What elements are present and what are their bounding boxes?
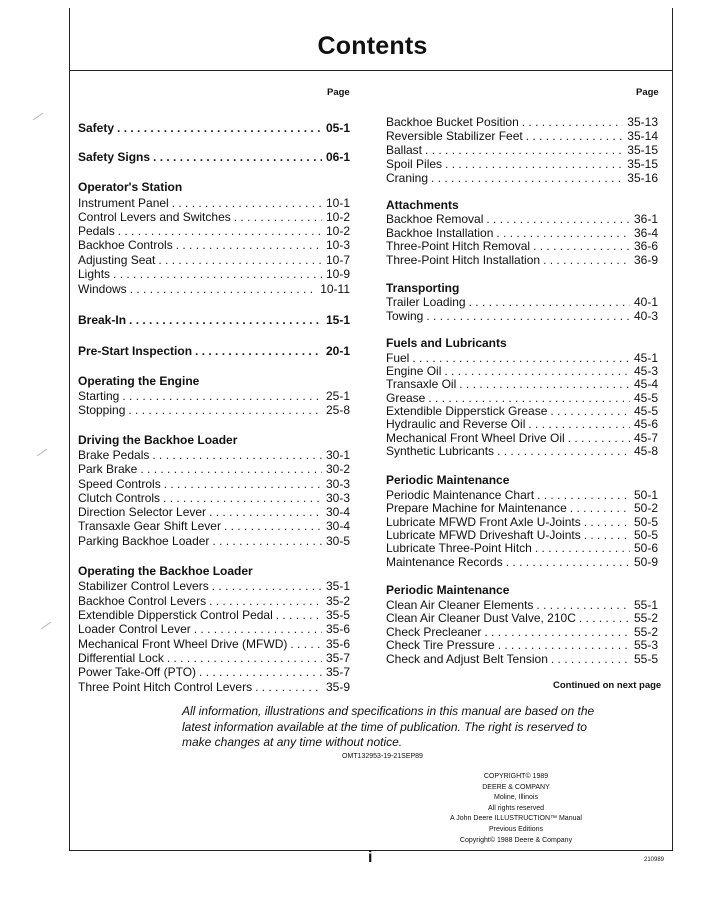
toc-entry-page: 35-5 bbox=[325, 608, 350, 622]
document-code: OMT132953-19-21SEP89 bbox=[342, 753, 423, 760]
toc-entry-page: 30-2 bbox=[325, 462, 350, 476]
right-page-header: Page bbox=[636, 87, 659, 98]
dot-leader bbox=[129, 312, 322, 328]
toc-entry-page: 30-3 bbox=[325, 477, 350, 491]
toc-entry-label: Reversible Stabilizer Feet bbox=[386, 129, 523, 143]
toc-entry-label: Brake Pedals bbox=[78, 448, 150, 462]
margin-mark bbox=[33, 113, 43, 121]
left-page-header: Page bbox=[327, 87, 350, 98]
toc-entry-label: Check and Adjust Belt Tension bbox=[386, 652, 548, 666]
toc-entry-page: 40-3 bbox=[633, 309, 658, 323]
toc-entry-label: Grease bbox=[386, 391, 426, 405]
toc-entry-label: Engine Oil bbox=[386, 364, 442, 378]
dot-leader bbox=[199, 664, 322, 680]
toc-entry-label: Lubricate MFWD Front Axle U-Joints bbox=[386, 515, 581, 529]
toc-entry-label: Lubricate MFWD Driveshaft U-Joints bbox=[386, 528, 581, 542]
toc-entry-page: 35-6 bbox=[325, 637, 350, 651]
dot-leader bbox=[551, 651, 630, 667]
dot-leader bbox=[153, 149, 322, 165]
toc-entry-page: 40-1 bbox=[633, 295, 658, 309]
toc-entry[interactable] bbox=[78, 343, 350, 359]
dot-leader bbox=[543, 252, 630, 268]
toc-entry-label: Direction Selector Lever bbox=[78, 505, 207, 519]
toc-entry[interactable] bbox=[78, 518, 350, 534]
toc-entry-page: 10-1 bbox=[325, 196, 350, 210]
section-heading: Operator's Station bbox=[78, 180, 183, 194]
toc-entry-label: Parking Backhoe Loader bbox=[78, 534, 210, 548]
section-heading: Operating the Backhoe Loader bbox=[78, 564, 253, 578]
toc-entry-page: 55-2 bbox=[633, 611, 658, 625]
toc-entry-label: Three-Point Hitch Installation bbox=[386, 253, 541, 267]
toc-entry-page: 36-1 bbox=[633, 212, 658, 226]
toc-entry-label: Windows bbox=[78, 282, 127, 296]
toc-entry-label: Extendible Dipperstick Grease bbox=[386, 404, 548, 418]
page-number: i bbox=[368, 849, 373, 866]
toc-entry-label: Spoil Piles bbox=[386, 157, 443, 171]
toc-entry-label: Backhoe Control Levers bbox=[78, 594, 207, 608]
toc-entry-label: Trailer Loading bbox=[386, 295, 466, 309]
toc-entry-label: Three Point Hitch Control Levers bbox=[78, 680, 253, 694]
toc-entry-label: Ballast bbox=[386, 143, 423, 157]
toc-entry-label: Loader Control Lever bbox=[78, 622, 191, 636]
toc-entry-page: 35-1 bbox=[325, 579, 350, 593]
toc-entry-label: Power Take-Off (PTO) bbox=[78, 665, 197, 679]
toc-entry-page: 45-1 bbox=[633, 351, 658, 365]
toc-entry-page: 45-8 bbox=[633, 444, 658, 458]
toc-entry-label: Lights bbox=[78, 267, 111, 281]
toc-entry-page: 35-14 bbox=[627, 129, 658, 143]
toc-entry-label: Clutch Controls bbox=[78, 491, 161, 505]
dot-leader bbox=[194, 621, 322, 637]
toc-entry-label: Clean Air Cleaner Dust Valve, 210C bbox=[386, 611, 576, 625]
dot-leader bbox=[426, 308, 630, 324]
toc-entry[interactable] bbox=[78, 266, 350, 282]
copyright-line: Copyright© 1988 Deere & Company bbox=[459, 836, 573, 844]
toc-entry[interactable] bbox=[78, 149, 350, 165]
toc-entry-label: Backhoe Installation bbox=[386, 226, 494, 240]
toc-entry-label: Mechanical Front Wheel Drive (MFWD) bbox=[78, 637, 288, 651]
copyright-line: Moline, Illinois bbox=[494, 794, 538, 802]
toc-entry-label: Backhoe Removal bbox=[386, 212, 484, 226]
toc-entry-label: Break-In bbox=[78, 313, 127, 327]
toc-entry-label: Safety Signs bbox=[78, 150, 151, 164]
toc-entry-page: 45-4 bbox=[633, 377, 658, 391]
toc-entry[interactable] bbox=[78, 237, 350, 253]
toc-entry-label: Backhoe Controls bbox=[78, 238, 173, 252]
toc-entry-label: Fuel bbox=[386, 351, 410, 365]
toc-entry-page: 50-2 bbox=[633, 501, 658, 515]
toc-entry-label: Mechanical Front Wheel Drive Oil bbox=[386, 431, 565, 445]
dot-leader bbox=[130, 281, 317, 297]
section-heading: Transporting bbox=[386, 281, 460, 295]
toc-entry-page: 20-1 bbox=[325, 344, 350, 358]
toc-entry-page: 55-1 bbox=[633, 598, 658, 612]
toc-entry-page: 30-1 bbox=[325, 448, 350, 462]
toc-entry-page: 30-4 bbox=[325, 519, 350, 533]
page-title: Contents bbox=[317, 32, 428, 60]
toc-entry[interactable] bbox=[386, 443, 658, 459]
dot-leader bbox=[128, 402, 322, 418]
toc-entry-page: 30-5 bbox=[325, 534, 350, 548]
toc-entry[interactable] bbox=[78, 578, 350, 594]
toc-entry-label: Speed Controls bbox=[78, 477, 161, 491]
toc-entry-page: 50-9 bbox=[633, 555, 658, 569]
toc-entry[interactable] bbox=[78, 312, 350, 328]
copyright-line: A John Deere ILLUSTRUCTION™ Manual bbox=[450, 815, 582, 823]
section-heading: Driving the Backhoe Loader bbox=[78, 433, 238, 447]
toc-entry-label: Maintenance Records bbox=[386, 555, 503, 569]
toc-entry[interactable] bbox=[78, 120, 350, 136]
copyright-line: DEERE & COMPANY bbox=[482, 783, 550, 791]
toc-entry-page: 35-16 bbox=[627, 171, 658, 185]
copyright-block bbox=[436, 772, 596, 846]
toc-entry-label: Pedals bbox=[78, 224, 115, 238]
section-heading: Attachments bbox=[386, 198, 459, 212]
margin-mark bbox=[41, 622, 51, 630]
toc-entry-page: 25-8 bbox=[325, 403, 350, 417]
toc-entry-page: 10-7 bbox=[325, 253, 350, 267]
toc-entry-label: Lubricate Three-Point Hitch bbox=[386, 541, 532, 555]
toc-entry-page: 35-15 bbox=[627, 157, 658, 171]
copyright-line: COPYRIGHT© 1989 bbox=[483, 773, 549, 780]
dot-leader bbox=[431, 170, 623, 186]
toc-entry-label: Park Brake bbox=[78, 462, 138, 476]
dot-leader bbox=[212, 533, 322, 549]
dot-leader bbox=[497, 443, 630, 459]
toc-entry-label: Backhoe Bucket Position bbox=[386, 115, 519, 129]
toc-entry[interactable] bbox=[386, 308, 658, 324]
toc-entry-page: 45-3 bbox=[633, 364, 658, 378]
dot-leader bbox=[224, 518, 322, 534]
toc-entry-page: 50-5 bbox=[633, 528, 658, 542]
toc-entry[interactable] bbox=[78, 281, 350, 297]
toc-entry-page: 30-4 bbox=[325, 505, 350, 519]
toc-entry-label: Hydraulic and Reverse Oil bbox=[386, 417, 526, 431]
copyright-line: All rights reserved bbox=[487, 804, 545, 812]
dot-leader bbox=[195, 343, 322, 359]
toc-entry-label: Transaxle Gear Shift Lever bbox=[78, 519, 221, 533]
toc-entry-page: 55-3 bbox=[633, 638, 658, 652]
toc-entry-label: Periodic Maintenance Chart bbox=[386, 488, 535, 502]
toc-entry-label: Three-Point Hitch Removal bbox=[386, 239, 531, 253]
toc-entry-label: Stopping bbox=[78, 403, 126, 417]
toc-entry-page: 35-15 bbox=[627, 143, 658, 157]
toc-entry[interactable] bbox=[386, 252, 658, 268]
toc-entry-page: 06-1 bbox=[325, 150, 350, 164]
dot-leader bbox=[117, 120, 322, 136]
toc-entry-page: 35-7 bbox=[325, 665, 350, 679]
toc-entry-page: 36-6 bbox=[633, 239, 658, 253]
toc-entry-page: 45-6 bbox=[633, 417, 658, 431]
section-heading: Operating the Engine bbox=[78, 374, 200, 388]
toc-entry[interactable] bbox=[78, 402, 350, 418]
page-code: 210989 bbox=[644, 857, 665, 863]
toc-entry-label: Prepare Machine for Maintenance bbox=[386, 501, 567, 515]
toc-entry-page: 25-1 bbox=[325, 389, 350, 403]
toc-entry-page: 50-6 bbox=[633, 541, 658, 555]
toc-entry[interactable] bbox=[78, 679, 350, 695]
toc-entry-page: 15-1 bbox=[325, 313, 350, 327]
dot-leader bbox=[140, 461, 322, 477]
toc-entry-label: Check Precleaner bbox=[386, 625, 482, 639]
toc-entry-page: 35-9 bbox=[325, 680, 350, 694]
toc-entry-label: Clean Air Cleaner Elements bbox=[386, 598, 534, 612]
dot-leader bbox=[113, 266, 322, 282]
toc-entry-page: 55-5 bbox=[633, 652, 658, 666]
toc-entry-page: 10-2 bbox=[325, 210, 350, 224]
toc-entry-label: Control Levers and Switches bbox=[78, 210, 231, 224]
toc-entry-label: Starting bbox=[78, 389, 120, 403]
section-heading: Periodic Maintenance bbox=[386, 473, 510, 487]
toc-entry[interactable] bbox=[78, 461, 350, 477]
copyright-line: Previous Editions bbox=[488, 825, 544, 833]
toc-entry[interactable] bbox=[386, 170, 658, 186]
toc-entry-label: Craning bbox=[386, 171, 429, 185]
toc-entry[interactable] bbox=[78, 533, 350, 549]
toc-entry-page: 45-5 bbox=[633, 404, 658, 418]
toc-entry-label: Safety bbox=[78, 121, 115, 135]
toc-entry[interactable] bbox=[78, 621, 350, 637]
toc-entry-page: 35-13 bbox=[627, 115, 658, 129]
toc-entry-label: Synthetic Lubricants bbox=[386, 444, 495, 458]
margin-mark bbox=[37, 449, 47, 457]
toc-entry-page: 36-4 bbox=[633, 226, 658, 240]
continued-note: Continued on next page bbox=[553, 680, 662, 691]
toc-entry-page: 10-9 bbox=[325, 267, 350, 281]
toc-entry-page: 05-1 bbox=[325, 121, 350, 135]
toc-entry-page: 55-2 bbox=[633, 625, 658, 639]
toc-entry-label: Differential Lock bbox=[78, 651, 164, 665]
dot-leader bbox=[176, 237, 322, 253]
toc-entry-label: Transaxle Oil bbox=[386, 377, 457, 391]
toc-entry-page: 35-7 bbox=[325, 651, 350, 665]
section-heading: Periodic Maintenance bbox=[386, 583, 510, 597]
toc-entry-page: 50-1 bbox=[633, 488, 658, 502]
toc-entry-page: 50-5 bbox=[633, 515, 658, 529]
toc-entry-page: 36-9 bbox=[633, 253, 658, 267]
toc-entry-page: 45-7 bbox=[633, 431, 658, 445]
toc-entry[interactable] bbox=[386, 554, 658, 570]
toc-entry[interactable] bbox=[386, 651, 658, 667]
toc-entry-page: 45-5 bbox=[633, 391, 658, 405]
toc-entry[interactable] bbox=[78, 664, 350, 680]
dot-leader bbox=[212, 578, 322, 594]
dot-leader bbox=[506, 554, 630, 570]
toc-entry-label: Towing bbox=[386, 309, 424, 323]
toc-entry-label: Check Tire Pressure bbox=[386, 638, 495, 652]
toc-entry-label: Pre-Start Inspection bbox=[78, 344, 193, 358]
toc-entry-label: Stabilizer Control Levers bbox=[78, 579, 209, 593]
toc-entry-label: Adjusting Seat bbox=[78, 253, 156, 267]
toc-entry-page: 35-2 bbox=[325, 594, 350, 608]
toc-entry-page: 30-3 bbox=[325, 491, 350, 505]
dot-leader bbox=[255, 679, 322, 695]
toc-entry-label: Extendible Dipperstick Control Pedal bbox=[78, 608, 273, 622]
toc-entry-label: Instrument Panel bbox=[78, 196, 169, 210]
toc-entry-page: 10-2 bbox=[325, 224, 350, 238]
disclaimer-text: All information, illustrations and specifications in this manual are based on the latest information available at the time of publication. The right is reserved to make changes at any time without notice. bbox=[182, 704, 595, 749]
toc-entry-page: 10-3 bbox=[325, 238, 350, 252]
toc-entry-page: 10-11 bbox=[320, 282, 350, 296]
section-heading: Fuels and Lubricants bbox=[386, 336, 507, 350]
toc-entry-page: 35-6 bbox=[325, 622, 350, 636]
